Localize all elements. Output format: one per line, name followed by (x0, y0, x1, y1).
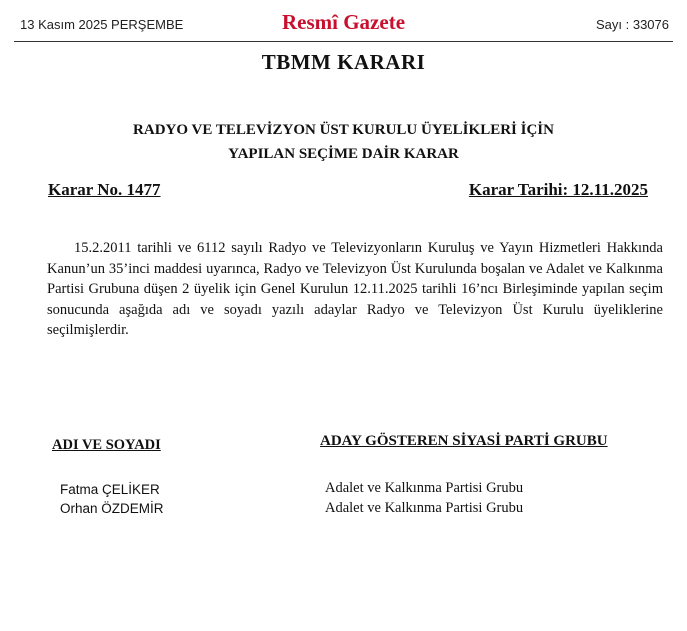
header-divider (14, 41, 673, 42)
issue-number: Sayı : 33076 (596, 17, 669, 32)
party-groups-column (325, 478, 523, 518)
decision-body: 15.2.2011 tarihli ve 6112 sayılı Radyo ve Televizyonların Kuruluş ve Yayın Hizmetleri Hakkında Kanun’un 35’inci maddesi uyarınca, Radyo ve Televizyon Üst Kurulunda boşalan ve Adalet ve Kalkınma Partisi Grubuna düşen 2 üyelik için Genel Kurulun 12.11.2025 tarihli 16’ncı Birleşiminde yapılan seçim sonucunda aşağıda adı ve soyadı yazılı adaylar Radyo ve Televizyon Üst Kurulu üyeliklerine seçilmişlerdir. (47, 240, 663, 338)
issue-date: 13 Kasım 2025 PERŞEMBE (20, 17, 184, 32)
decision-subject (0, 118, 687, 166)
subject-line-1: RADYO VE TELEVİZYON ÜST KURULU ÜYELİKLERİ İÇİN (133, 122, 554, 138)
elected-names-column (60, 480, 164, 518)
decision-number: Karar No. 1477 (48, 180, 161, 199)
column-header-name: ADI VE SOYADI (52, 437, 161, 453)
section-title: TBMM KARARI (261, 50, 426, 74)
gazette-header (14, 6, 673, 40)
table-row-group: Adalet ve Kalkınma Partisi Grubu (325, 500, 524, 516)
table-row-name: Orhan ÖZDEMİR (60, 501, 164, 516)
decision-date: Karar Tarihi: 12.11.2025 (468, 180, 648, 199)
column-header-party-group: ADAY GÖSTEREN SİYASİ PARTİ GRUBU (320, 433, 608, 449)
gazette-title: Resmî Gazete (281, 10, 406, 34)
table-row-name: Fatma ÇELİKER (60, 482, 160, 497)
table-row-group: Adalet ve Kalkınma Partisi Grubu (325, 480, 524, 496)
subject-line-2: YAPILAN SEÇİME DAİR KARAR (228, 146, 459, 162)
